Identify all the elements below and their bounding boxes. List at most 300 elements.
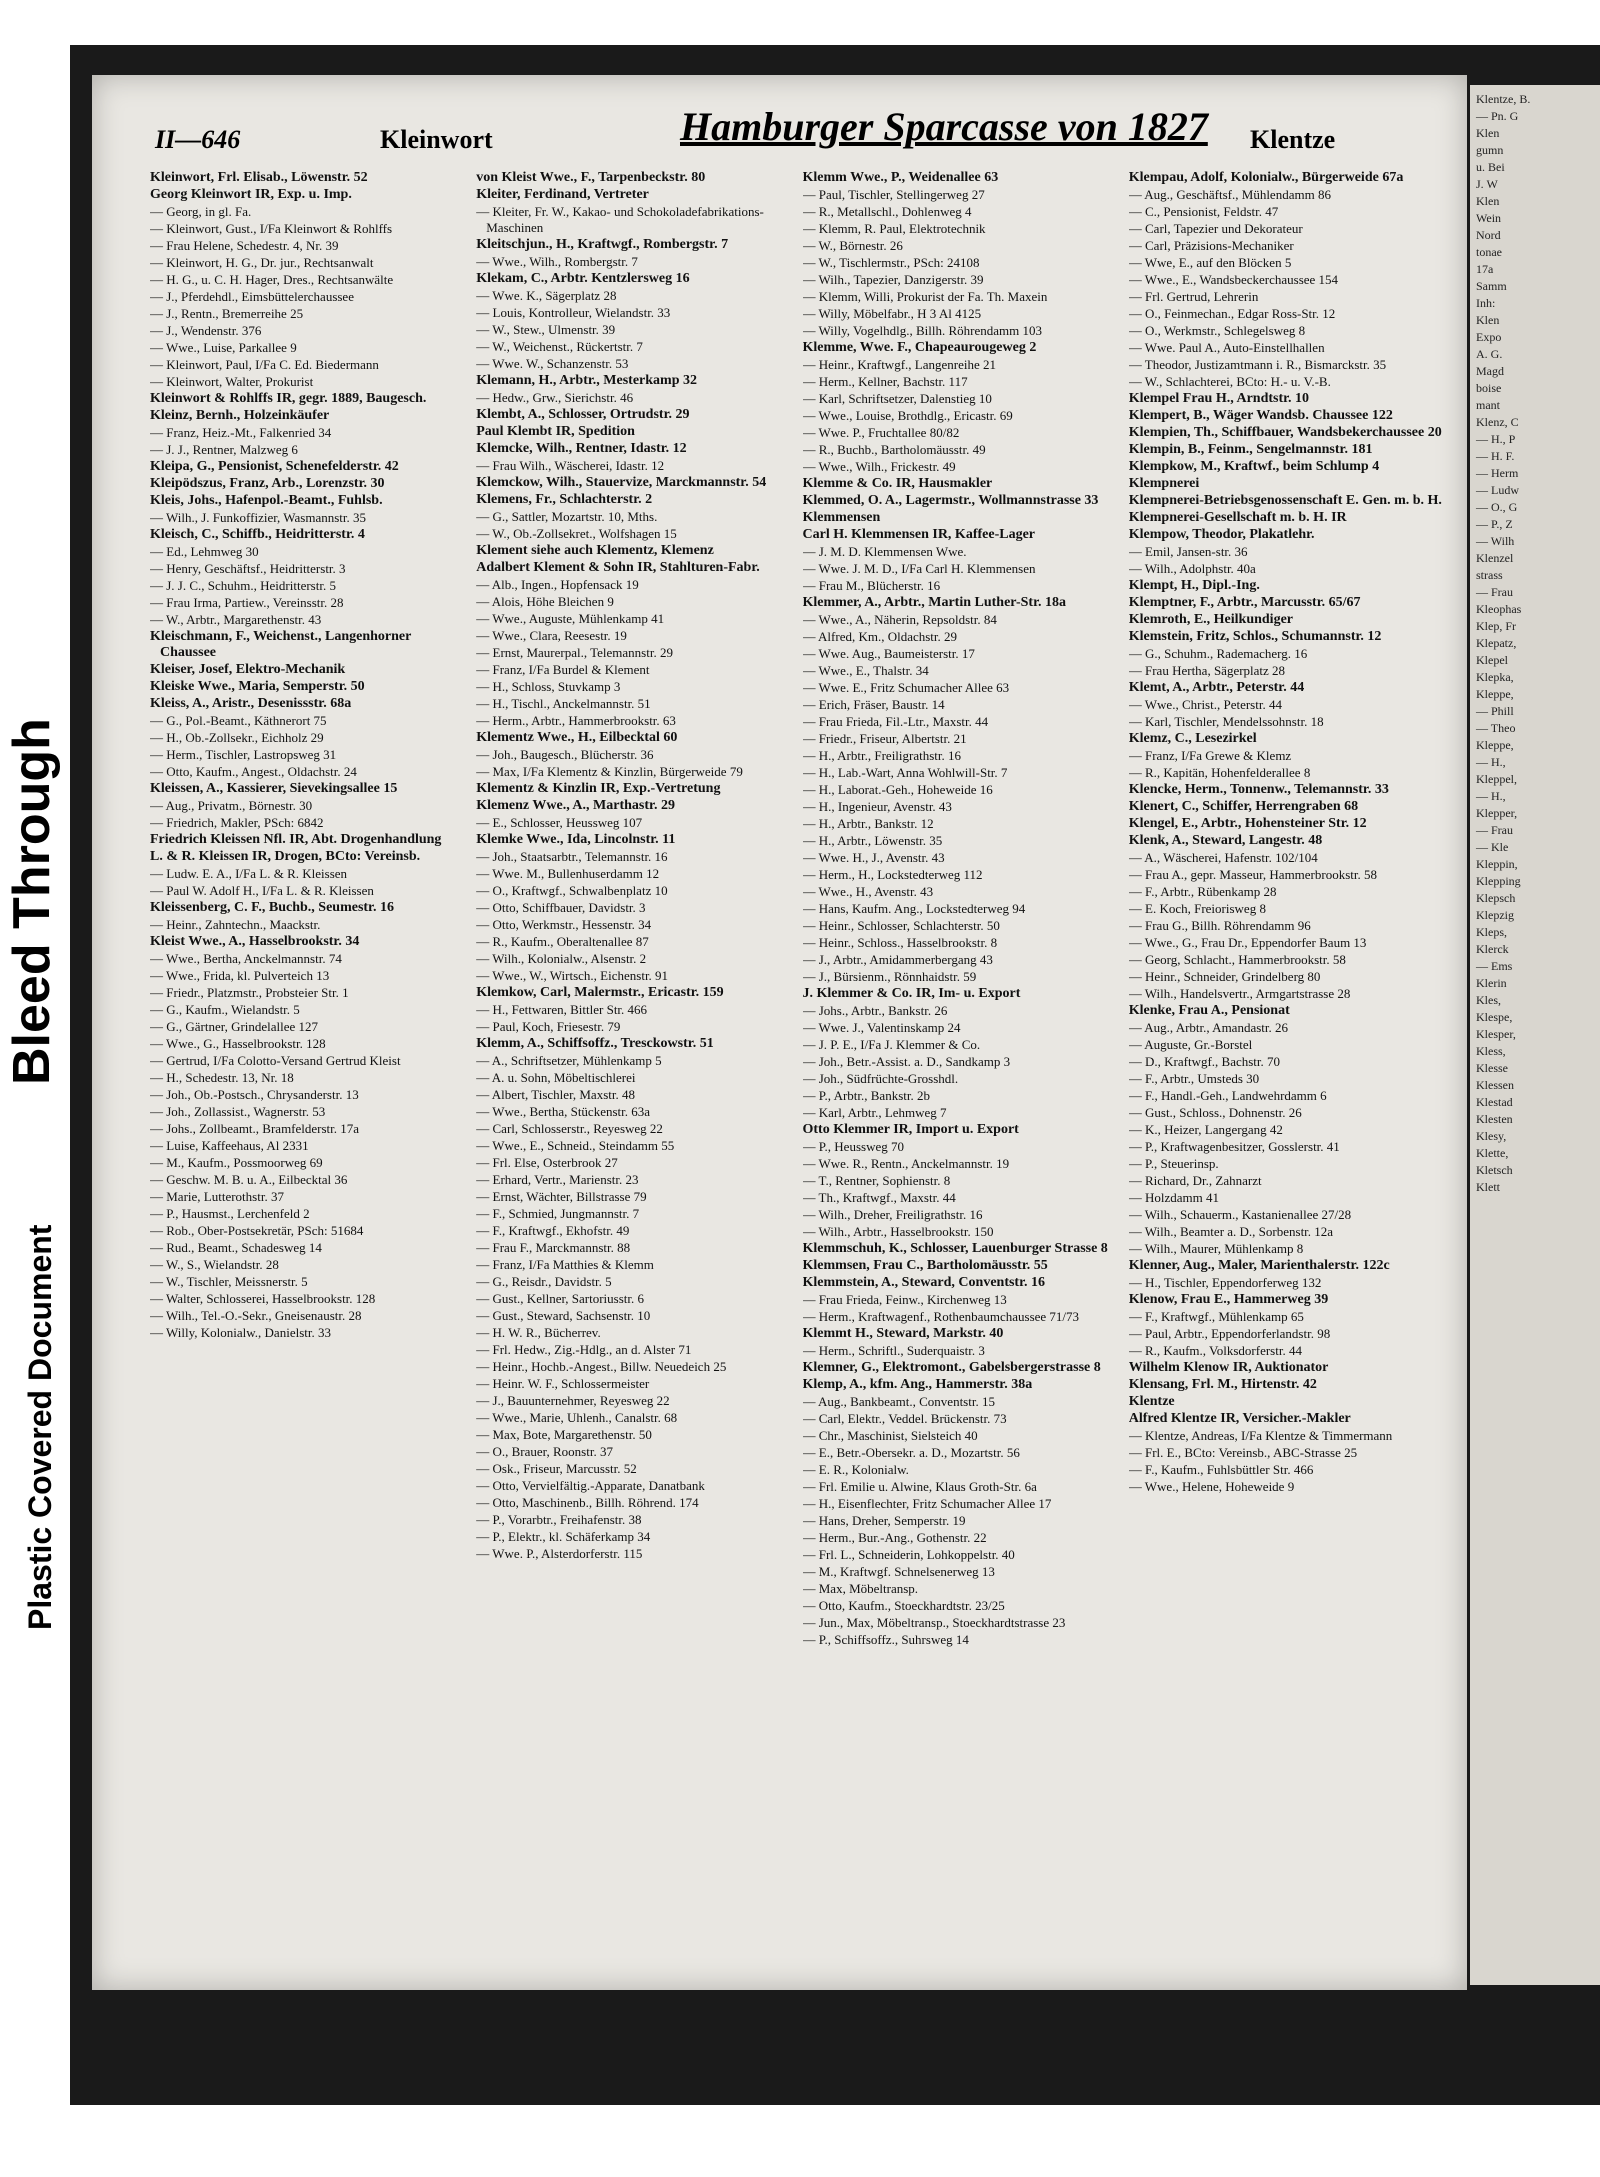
- directory-entry: — Wwe. H., J., Avenstr. 43: [802, 850, 945, 865]
- edge-snippet: Klepka,: [1476, 670, 1514, 684]
- directory-entry: — Kleiter, Fr. W., Kakao- und Schokoladefabrikations-Maschinen: [476, 204, 764, 235]
- edge-snippet: Klepsch: [1476, 891, 1516, 905]
- directory-entry: — R., Kapitän, Hohenfelderallee 8: [1128, 765, 1311, 780]
- directory-entry: — Wwe., G., Hasselbrookstr. 128: [150, 1036, 326, 1051]
- directory-entry: — Franz, I/Fa Matthies & Klemm: [476, 1257, 654, 1272]
- directory-entry: — Otto, Werkmstr., Hessenstr. 34: [476, 917, 652, 932]
- directory-entry: — Wwe., Christ., Peterstr. 44: [1128, 697, 1282, 712]
- directory-entry: Kleinwort, Frl. Elisab., Löwenstr. 52: [150, 170, 368, 185]
- edge-snippet: Klepper,: [1476, 806, 1518, 820]
- edge-snippet: — Ludw: [1476, 483, 1519, 497]
- directory-entry: — Frau Frieda, Fil.-Ltr., Maxstr. 44: [802, 714, 989, 729]
- directory-entry: — Paul, Koch, Friesestr. 79: [476, 1019, 621, 1034]
- directory-entry: Klempert, B., Wäger Wandsb. Chaussee 122: [1128, 408, 1393, 423]
- directory-entry: — Max, Möbeltransp.: [802, 1581, 919, 1596]
- directory-entry: — H., Arbtr., Löwenstr. 35: [802, 833, 943, 848]
- edge-snippet: strass: [1476, 568, 1503, 582]
- directory-entry: — Luise, Kaffeehaus, Al 2331: [150, 1138, 309, 1153]
- directory-entry: — R., Kaufm., Oberaltenallee 87: [476, 934, 649, 949]
- right-guide-word: Klentze: [1250, 125, 1336, 154]
- directory-entry: — P., Schiffsoffz., Suhrsweg 14: [802, 1632, 969, 1647]
- directory-entry: — Heinr., Hochb.-Angest., Billw. Neuedeich 25: [476, 1359, 727, 1374]
- directory-entry: — E. Koch, Freiorisweg 8: [1128, 901, 1266, 916]
- directory-entry: — Georg, Schlacht., Hammerbrookstr. 58: [1128, 952, 1346, 967]
- directory-entry: — Frl. E., BCto: Vereinsb., ABC-Strasse 25: [1128, 1445, 1358, 1460]
- directory-entry: — Kleinwort, H. G., Dr. jur., Rechtsanwalt: [150, 255, 374, 270]
- directory-entry: — Frl. Gertrud, Lehrerin: [1128, 289, 1259, 304]
- directory-entry: Kleis, Johs., Hafenpol.-Beamt., Fuhlsb.: [150, 493, 383, 508]
- directory-entry: — Wwe., G., Frau Dr., Eppendorfer Baum 13: [1128, 935, 1367, 950]
- directory-entry: — Wilh., Maurer, Mühlenkamp 8: [1128, 1241, 1304, 1256]
- directory-entry: — Geschw. M. B. u. A., Eilbecktal 36: [150, 1172, 348, 1187]
- directory-entry: Klemckow, Wilh., Stauervize, Marckmannstr. 54: [476, 475, 767, 490]
- directory-entry: Klempin, B., Feinm., Sengelmannstr. 181: [1128, 442, 1373, 457]
- directory-entry: Kleiske Wwe., Maria, Semperstr. 50: [150, 679, 365, 694]
- directory-entry: Klemp, A., kfm. Ang., Hammerstr. 38a: [802, 1377, 1033, 1392]
- directory-entry: — A., Schriftsetzer, Mühlenkamp 5: [476, 1053, 662, 1068]
- edge-snippet: — Kle: [1476, 840, 1509, 854]
- directory-entry: — Wwe., E., Wandsbeckerchaussee 154: [1128, 272, 1339, 287]
- directory-entry: — Carl, Präzisions-Mechaniker: [1128, 238, 1294, 253]
- edge-snippet: Klen: [1476, 194, 1500, 208]
- directory-entry: — Gust., Schloss., Dohnenstr. 26: [1128, 1105, 1302, 1120]
- column-3: [803, 170, 1119, 1970]
- directory-entry: — Klemm, Willi, Prokurist der Fa. Th. Maxein: [802, 289, 1048, 304]
- directory-entry: — Max, Bote, Margarethenstr. 50: [476, 1427, 652, 1442]
- directory-entry: — C., Pensionist, Feldstr. 47: [1128, 204, 1279, 219]
- directory-entry: — Carl, Schlosserstr., Reyesweg 22: [476, 1121, 663, 1136]
- directory-entry: — Otto, Kaufm., Stoeckhardtstr. 23/25: [802, 1598, 1005, 1613]
- directory-entry: — Chr., Maschinist, Sielsteich 40: [802, 1428, 978, 1443]
- directory-entry: Georg Kleinwort IR, Exp. u. Imp.: [150, 187, 352, 202]
- directory-entry: — F., Kaufm., Fuhlsbüttler Str. 466: [1128, 1462, 1314, 1477]
- directory-entry: — J. M. D. Klemmensen Wwe.: [802, 544, 967, 559]
- directory-entry: — G., Reisdr., Davidstr. 5: [476, 1274, 612, 1289]
- directory-entry: — P., Hausmst., Lerchenfeld 2: [150, 1206, 310, 1221]
- directory-entry: Kleiser, Josef, Elektro-Mechanik: [150, 662, 346, 677]
- directory-entry: — E., Schlosser, Heussweg 107: [476, 815, 643, 830]
- directory-entry: — Wwe., Wilh., Rombergstr. 7: [476, 254, 638, 269]
- directory-entry: Klemcke, Wilh., Rentner, Idastr. 12: [476, 441, 687, 456]
- directory-entry: — Wilh., Tapezier, Danzigerstr. 39: [802, 272, 984, 287]
- directory-entry: — Aug., Privatm., Börnestr. 30: [150, 798, 313, 813]
- directory-entry: Kleipödszus, Franz, Arb., Lorenzstr. 30: [150, 476, 385, 491]
- directory-entry: — R., Buchb., Bartholomäusstr. 49: [802, 442, 986, 457]
- edge-snippet: gumn: [1476, 143, 1504, 157]
- directory-entry: — Frau Helene, Schedestr. 4, Nr. 39: [150, 238, 339, 253]
- directory-entry: — W., Tischler, Meissnerstr. 5: [150, 1274, 308, 1289]
- directory-entry: — Frau Irma, Partiew., Vereinsstr. 28: [150, 595, 344, 610]
- directory-entry: — W., Stew., Ulmenstr. 39: [476, 322, 616, 337]
- edge-snippet: u. Bei: [1476, 160, 1505, 174]
- directory-entry: — Joh., Betr.-Assist. a. D., Sandkamp 3: [802, 1054, 1011, 1069]
- directory-entry: — Herm., Tischler, Lastropsweg 31: [150, 747, 337, 762]
- directory-entry: — Wilh., Adolphstr. 40a: [1128, 561, 1256, 576]
- directory-entry: Klemens, Fr., Schlachterstr. 2: [476, 492, 653, 507]
- directory-entry: — Wwe., Wilh., Frickestr. 49: [802, 459, 956, 474]
- edge-snippet: Klenzel: [1476, 551, 1514, 565]
- edge-snippet: Klette,: [1476, 1146, 1509, 1160]
- directory-entry: — Heinr., Schneider, Grindelberg 80: [1128, 969, 1321, 984]
- directory-entry: — P., Elektr., kl. Schäferkamp 34: [476, 1529, 651, 1544]
- directory-entry: — J., Bauunternehmer, Reyesweg 22: [476, 1393, 670, 1408]
- edge-snippet: Klenz, C: [1476, 415, 1519, 429]
- directory-entry: Klemmt H., Steward, Markstr. 40: [802, 1326, 1004, 1341]
- directory-entry: — Willy, Kolonialw., Danielstr. 33: [150, 1325, 331, 1340]
- directory-entry: Klemann, H., Arbtr., Mesterkamp 32: [476, 373, 697, 388]
- directory-entry: — Joh., Staatsarbtr., Telemannstr. 16: [476, 849, 668, 864]
- directory-entry: — Otto, Maschinenb., Billh. Röhrend. 174: [476, 1495, 699, 1510]
- directory-entry: — Hans, Dreher, Semperstr. 19: [802, 1513, 966, 1528]
- directory-entry: — Frau Frieda, Feinw., Kirchenweg 13: [802, 1292, 1007, 1307]
- directory-entry: — J., Bürsienm., Rönnhaidstr. 59: [802, 969, 977, 984]
- directory-entry: — M., Kraftwgf. Schnelsenerweg 13: [802, 1564, 995, 1579]
- directory-entry: Klemme, Wwe. F., Chapeaurougeweg 2: [802, 340, 1037, 355]
- directory-entry: Klemner, G., Elektromont., Gabelsbergerstrasse 8: [802, 1360, 1101, 1375]
- directory-entry: — A., Wäscherei, Hafenstr. 102/104: [1128, 850, 1318, 865]
- edge-snippet: Kless,: [1476, 1044, 1506, 1058]
- page-header: [150, 95, 1440, 175]
- directory-entry: Klempau, Adolf, Kolonialw., Bürgerweide 67a: [1128, 170, 1404, 185]
- directory-entry: — Otto, Schiffbauer, Davidstr. 3: [476, 900, 646, 915]
- directory-entry: — Alb., Ingen., Hopfensack 19: [476, 577, 639, 592]
- directory-entry: — Holzdamm 41: [1128, 1190, 1220, 1205]
- directory-entry: — F., Kraftwgf., Mühlenkamp 65: [1128, 1309, 1304, 1324]
- directory-entry: — Wwe., Louise, Brothdlg., Ericastr. 69: [802, 408, 1013, 423]
- directory-entry: — Wwe. Aug., Baumeisterstr. 17: [802, 646, 975, 661]
- directory-entry: — Karl, Schriftsetzer, Dalenstieg 10: [802, 391, 992, 406]
- directory-entry: — H., Arbtr., Bankstr. 12: [802, 816, 934, 831]
- directory-entry: — D., Kraftwgf., Bachstr. 70: [1128, 1054, 1281, 1069]
- directory-entry: — Wilh., Kolonialw., Alsenstr. 2: [476, 951, 647, 966]
- directory-entry: Paul Klembt IR, Spedition: [476, 424, 635, 439]
- directory-entry: Klenow, Frau E., Hammerweg 39: [1128, 1292, 1329, 1307]
- directory-entry: — Wwe., E., Schneid., Steindamm 55: [476, 1138, 675, 1153]
- directory-entry: — Herm., Kraftwagenf., Rothenbaumchaussee 71/73: [802, 1309, 1080, 1324]
- directory-entry: — Ernst, Maurerpal., Telemannstr. 29: [476, 645, 673, 660]
- directory-entry: — O., Feinmechan., Edgar Ross-Str. 12: [1128, 306, 1336, 321]
- directory-entry: — Wwe. P., Fruchtallee 80/82: [802, 425, 960, 440]
- column-4: [1129, 170, 1445, 1970]
- directory-entry: Alfred Klentze IR, Versicher.-Makler: [1128, 1411, 1351, 1426]
- column-2: [476, 170, 792, 1970]
- directory-entry: — P., Heussweg 70: [802, 1139, 904, 1154]
- directory-entry: — Carl, Tapezier und Dekorateur: [1128, 221, 1303, 236]
- edge-snippet: — Herm: [1476, 466, 1519, 480]
- edge-snippet: 17a: [1476, 262, 1494, 276]
- directory-entry: — Louis, Kontrolleur, Wielandstr. 33: [476, 305, 671, 320]
- directory-entry: — W., Börnestr. 26: [802, 238, 903, 253]
- directory-entry: Otto Klemmer IR, Import u. Export: [802, 1122, 1019, 1137]
- directory-entry: Kleiter, Ferdinand, Vertreter: [476, 187, 649, 202]
- edge-snippet: A. G.: [1476, 347, 1503, 361]
- directory-entry: — F., Arbtr., Umsteds 30: [1128, 1071, 1260, 1086]
- directory-entry: — Frl. Else, Osterbrook 27: [476, 1155, 618, 1170]
- directory-entry: — W., Arbtr., Margarethenstr. 43: [150, 612, 322, 627]
- directory-entry: — P., Steuerinsp.: [1128, 1156, 1219, 1171]
- directory-entry: Klemptner, F., Arbtr., Marcusstr. 65/67: [1128, 595, 1361, 610]
- directory-entry: — J., Wendenstr. 376: [150, 323, 262, 338]
- directory-entry: — F., Kraftwgf., Ekhofstr. 49: [476, 1223, 630, 1238]
- directory-entry: — Klentze, Andreas, I/Fa Klentze & Timmermann: [1128, 1428, 1393, 1443]
- edge-snippet: Kleppin,: [1476, 857, 1518, 871]
- directory-entry: — Alfred, Km., Oldachstr. 29: [802, 629, 958, 644]
- edge-snippet: — H., P: [1476, 432, 1516, 446]
- directory-entry: — Emil, Jansen-str. 36: [1128, 544, 1248, 559]
- directory-entry: — Aug., Arbtr., Amandastr. 26: [1128, 1020, 1288, 1035]
- directory-entry: Friedrich Kleissen Nfl. IR, Abt. Drogenhandlung: [150, 832, 442, 847]
- directory-entry: Klemmensen: [802, 510, 881, 525]
- directory-entry: — Willy, Möbelfabr., H 3 Al 4125: [802, 306, 982, 321]
- directory-entry: — Wilh., Dreher, Freiligrathstr. 16: [802, 1207, 983, 1222]
- directory-entry: — Wwe., W., Wirtsch., Eichenstr. 91: [476, 968, 669, 983]
- directory-entry: — Paul W. Adolf H., I/Fa L. & R. Kleissen: [150, 883, 374, 898]
- directory-entry: — G., Pol.-Beamt., Käthnerort 75: [150, 713, 327, 728]
- directory-entry: Klemenz Wwe., A., Marthastr. 29: [476, 798, 675, 813]
- edge-snippet: — H. F.: [1476, 449, 1515, 463]
- directory-entry: — Ernst, Wächter, Billstrasse 79: [476, 1189, 647, 1204]
- directory-entry: Klemmsen, Frau C., Bartholomäusstr. 55: [802, 1258, 1048, 1273]
- directory-entry: — Georg, in gl. Fa.: [150, 204, 252, 219]
- directory-entry: Klemmed, O. A., Lagermstr., Wollmannstrasse 33: [802, 493, 1099, 508]
- directory-entry: — T., Rentner, Sophienstr. 8: [802, 1173, 951, 1188]
- directory-entry: — Heinr., Schlosser, Schlachterstr. 50: [802, 918, 1000, 933]
- directory-entry: — A. u. Sohn, Möbeltischlerei: [476, 1070, 636, 1085]
- directory-entry: — R., Metallschl., Dohlenweg 4: [802, 204, 972, 219]
- directory-entry: — H., Tischler, Eppendorferweg 132: [1128, 1275, 1322, 1290]
- edge-snippet: — H.,: [1476, 755, 1506, 769]
- directory-entry: — Frau M., Blücherstr. 16: [802, 578, 941, 593]
- directory-entry: — Herm., H., Lockstedterweg 112: [802, 867, 983, 882]
- directory-entry: — Heinr., Zahntechn., Maackstr.: [150, 917, 321, 932]
- directory-entry: — J. P. E., I/Fa J. Klemmer & Co.: [802, 1037, 981, 1052]
- directory-entry: — Wwe. J., Valentinskamp 24: [802, 1020, 961, 1035]
- directory-entry: — Wilh., J. Funkoffizier, Wasmannstr. 35: [150, 510, 367, 525]
- directory-entry: — J., Arbtr., Amidammerbergang 43: [802, 952, 993, 967]
- directory-entry: Klempnerei-Gesellschaft m. b. H. IR: [1128, 510, 1347, 525]
- directory-entry: — H., Ingenieur, Avenstr. 43: [802, 799, 952, 814]
- directory-entry: — Erich, Fräser, Baustr. 14: [802, 697, 945, 712]
- directory-entry: — Aug., Geschäftsf., Mühlendamm 86: [1128, 187, 1331, 202]
- directory-entry: — G., Gärtner, Grindelallee 127: [150, 1019, 319, 1034]
- directory-entry: — Frau Hertha, Sägerplatz 28: [1128, 663, 1286, 678]
- edge-snippet: tonae: [1476, 245, 1502, 259]
- directory-entry: — Wwe., H., Avenstr. 43: [802, 884, 934, 899]
- directory-entry: Adalbert Klement & Sohn IR, Stahlturen-Fabr.: [476, 560, 760, 575]
- directory-entry: J. Klemmer & Co. IR, Im- u. Export: [802, 986, 1021, 1001]
- directory-entry: Klemt, A., Arbtr., Peterstr. 44: [1128, 680, 1305, 695]
- directory-entry: von Kleist Wwe., F., Tarpenbeckstr. 80: [476, 170, 706, 185]
- directory-entry: — Frau F., Marckmannstr. 88: [476, 1240, 631, 1255]
- directory-entry: — Wwe. W., Schanzenstr. 53: [476, 356, 629, 371]
- directory-entry: — Henry, Geschäftsf., Heidritterstr. 3: [150, 561, 346, 576]
- directory-entry: — Paul, Arbtr., Eppendorferlandstr. 98: [1128, 1326, 1331, 1341]
- directory-entry: — Jun., Max, Möbeltransp., Stoeckhardtstrasse 23: [802, 1615, 1066, 1630]
- edge-snippet: — Wilh: [1476, 534, 1515, 548]
- directory-entry: Klemm Wwe., P., Weidenallee 63: [802, 170, 999, 185]
- directory-entry: — M., Kaufm., Possmoorweg 69: [150, 1155, 323, 1170]
- directory-entry: — Wwe. M., Bullenhuserdamm 12: [476, 866, 660, 881]
- directory-entry: — Karl, Tischler, Mendelssohnstr. 18: [1128, 714, 1324, 729]
- directory-entry: — Rud., Beamt., Schadesweg 14: [150, 1240, 322, 1255]
- directory-entry: — Frl. Emilie u. Alwine, Klaus Groth-Str. 6a: [802, 1479, 1037, 1494]
- edge-snippet: Kles,: [1476, 993, 1501, 1007]
- edge-snippet: Kleophas: [1476, 602, 1522, 616]
- directory-entry: — Max, I/Fa Klementz & Kinzlin, Bürgerweide 79: [476, 764, 743, 779]
- directory-entry: — Heinr., Kraftwgf., Langenreihe 21: [802, 357, 996, 372]
- edge-snippet: Magd: [1476, 364, 1504, 378]
- directory-entry: — Frau Wilh., Wäscherei, Idastr. 12: [476, 458, 665, 473]
- directory-entry: — Heinr., Schloss., Hasselbrookstr. 8: [802, 935, 998, 950]
- directory-entry: Klenke, Frau A., Pensionat: [1128, 1003, 1290, 1018]
- directory-entry: — W., Weichenst., Rückertstr. 7: [476, 339, 643, 354]
- directory-entry: Klemmer, A., Arbtr., Martin Luther-Str. 18a: [802, 595, 1067, 610]
- directory-entry: — Marie, Lutterothstr. 37: [150, 1189, 284, 1204]
- directory-entry: L. & R. Kleissen IR, Drogen, BCto: Vereinsb.: [150, 849, 421, 864]
- edge-snippet: — Phill: [1476, 704, 1514, 718]
- edge-snippet: Klepzig: [1476, 908, 1514, 922]
- directory-entry: Klempnerei: [1128, 476, 1200, 491]
- edge-snippet: Klessen: [1476, 1078, 1514, 1092]
- directory-entry: — Wwe., Clara, Reesestr. 19: [476, 628, 627, 643]
- directory-entry: Klempel Frau H., Arndtstr. 10: [1128, 391, 1310, 406]
- directory-entry: Klenert, C., Schiffer, Herrengraben 68: [1128, 799, 1359, 814]
- directory-entry: — Wilh., Schauerm., Kastanienallee 27/28: [1128, 1207, 1352, 1222]
- directory-entry: Kleinwort & Rohlffs IR, gegr. 1889, Baugesch.: [150, 391, 427, 406]
- directory-entry: Klemroth, E., Heilkundiger: [1128, 612, 1293, 627]
- directory-entry: — Gust., Kellner, Sartoriusstr. 6: [476, 1291, 644, 1306]
- directory-entry: — P., Vorarbtr., Freihafenstr. 38: [476, 1512, 642, 1527]
- directory-entry: — H., Schloss, Stuvkamp 3: [476, 679, 621, 694]
- directory-entry: — O., Werkmstr., Schlegelsweg 8: [1128, 323, 1306, 338]
- directory-entry: — H. G., u. C. H. Hager, Dres., Rechtsanwälte: [150, 272, 394, 287]
- directory-entry: Klemke Wwe., Ida, Lincolnstr. 11: [476, 832, 676, 847]
- directory-entry: Klenner, Aug., Maler, Marienthalerstr. 122c: [1128, 1258, 1390, 1273]
- edge-snippet: Kleppel,: [1476, 772, 1517, 786]
- directory-entry: — Wwe. P., Alsterdorferstr. 115: [476, 1546, 643, 1561]
- directory-entry: Klentze: [1128, 1394, 1175, 1409]
- edge-snippet: Klentze, B.: [1476, 92, 1531, 106]
- directory-entry: — Carl, Elektr., Veddel. Brückenstr. 73: [802, 1411, 1007, 1426]
- edge-snippet: Klesse: [1476, 1061, 1508, 1075]
- directory-entry: — Wwe., A., Näherin, Repsoldstr. 84: [802, 612, 997, 627]
- edge-snippet: — Frau: [1476, 585, 1513, 599]
- edge-snippet: Klen: [1476, 126, 1500, 140]
- directory-entry: — H., Lab.-Wart, Anna Wohlwill-Str. 7: [802, 765, 1008, 780]
- directory-entry: — F., Schmied, Jungmannstr. 7: [476, 1206, 640, 1221]
- edge-snippet: — O., G: [1476, 500, 1518, 514]
- directory-entry: — Klemm, R. Paul, Elektrotechnik: [802, 221, 986, 236]
- edge-snippet: Wein: [1476, 211, 1502, 225]
- adjacent-page-edge: [1470, 85, 1600, 1985]
- directory-entry: — P., Arbtr., Bankstr. 2b: [802, 1088, 930, 1103]
- directory-entry: — Otto, Kaufm., Angest., Oldachstr. 24: [150, 764, 357, 779]
- directory-entry: Kleischmann, F., Weichenst., Langenhorner Chaussee: [150, 629, 412, 660]
- directory-entry: Klementz & Kinzlin IR, Exp.-Vertretung: [476, 781, 721, 796]
- directory-entry: — E. R., Kolonialw.: [802, 1462, 909, 1477]
- edge-snippet: Klespe,: [1476, 1010, 1513, 1024]
- directory-entry: — H., Eisenflechter, Fritz Schumacher Allee 17: [802, 1496, 1052, 1511]
- directory-entry: Klensang, Frl. M., Hirtenstr. 42: [1128, 1377, 1317, 1392]
- directory-entry: — Frau G., Billh. Röhrendamm 96: [1128, 918, 1311, 933]
- directory-entry: — Johs., Zollbeamt., Bramfelderstr. 17a: [150, 1121, 360, 1136]
- directory-entry: — Herm., Schriftl., Suderquaistr. 3: [802, 1343, 985, 1358]
- directory-entry: — Hans, Kaufm. Ang., Lockstedterweg 94: [802, 901, 1026, 916]
- adjacent-page-text: [1470, 85, 1600, 1196]
- directory-entry: — W., Schlachterei, BCto: H.- u. V.-B.: [1128, 374, 1331, 389]
- directory-entry: Klemstein, Fritz, Schlos., Schumannstr. 12: [1128, 629, 1382, 644]
- directory-entry: — F., Handl.-Geh., Landwehrdamm 6: [1128, 1088, 1327, 1103]
- directory-entry: — Wwe., Auguste, Mühlenkamp 41: [476, 611, 665, 626]
- directory-entry: Kleist Wwe., A., Hasselbrookstr. 34: [150, 934, 360, 949]
- directory-entry: — H., Laborat.-Geh., Hoheweide 16: [802, 782, 993, 797]
- directory-entry: Kleinz, Bernh., Holzeinkäufer: [150, 408, 330, 423]
- directory-entry: — Heinr. W. F., Schlossermeister: [476, 1376, 650, 1391]
- directory-entry: — Friedr., Friseur, Albertstr. 21: [802, 731, 967, 746]
- edge-snippet: boise: [1476, 381, 1502, 395]
- directory-entry: Klempt, H., Dipl.-Ing.: [1128, 578, 1260, 593]
- directory-entry: — F., Arbtr., Rübenkamp 28: [1128, 884, 1277, 899]
- directory-entry: — Joh., Zollassist., Wagnerstr. 53: [150, 1104, 326, 1119]
- directory-entry: — Ed., Lehmweg 30: [150, 544, 259, 559]
- directory-entry: — O., Brauer, Roonstr. 37: [476, 1444, 613, 1459]
- directory-entry: — Willy, Vogelhdlg., Billh. Röhrendamm 103: [802, 323, 1042, 338]
- directory-entry: — H., Fettwaren, Bittler Str. 466: [476, 1002, 648, 1017]
- directory-entry: — J. J., Rentner, Malzweg 6: [150, 442, 298, 457]
- edge-snippet: J. W: [1476, 177, 1498, 191]
- directory-entry: — Wwe. E., Fritz Schumacher Allee 63: [802, 680, 1010, 695]
- directory-entry: — Hedw., Grw., Sierichstr. 46: [476, 390, 634, 405]
- directory-entry: — W., Ob.-Zollsekret., Wolfshagen 15: [476, 526, 677, 541]
- edge-snippet: Klerin: [1476, 976, 1507, 990]
- directory-entry: Kleiss, A., Aristr., Desenissstr. 68a: [150, 696, 352, 711]
- directory-entry: Klemmstein, A., Steward, Conventstr. 16: [802, 1275, 1046, 1290]
- directory-entry: — Albert, Tischler, Maxstr. 48: [476, 1087, 635, 1102]
- directory-entry: Klemme & Co. IR, Hausmakler: [802, 476, 993, 491]
- edge-snippet: Kleppe,: [1476, 738, 1514, 752]
- directory-entry: — Wilh., Tel.-O.-Sekr., Gneisenaustr. 28: [150, 1308, 362, 1323]
- directory-entry: — Wwe., Marie, Uhlenh., Canalstr. 68: [476, 1410, 678, 1425]
- edge-snippet: Klen: [1476, 313, 1500, 327]
- directory-entry: Kleisch, C., Schiffb., Heidritterstr. 4: [150, 527, 365, 542]
- directory-entry: Klementz Wwe., H., Eilbecktal 60: [476, 730, 678, 745]
- directory-entry: — Ludw. E. A., I/Fa L. & R. Kleissen: [150, 866, 348, 881]
- directory-entry: — H. W. R., Bücherrev.: [476, 1325, 601, 1340]
- directory-entry: — Joh., Südfrüchte-Grosshdl.: [802, 1071, 959, 1086]
- directory-entry: — Joh., Baugesch., Blücherstr. 36: [476, 747, 654, 762]
- edge-snippet: Kletsch: [1476, 1163, 1513, 1177]
- plastic-covered-label: Plastic Covered Document: [22, 1224, 58, 1630]
- directory-entry: Kleissenberg, C. F., Buchb., Seumestr. 16: [150, 900, 394, 915]
- directory-entry: Klempnerei-Betriebsgenossenschaft E. Gen. m. b. H.: [1128, 493, 1442, 508]
- directory-entry: — G., Schuhm., Rademacherg. 16: [1128, 646, 1308, 661]
- edge-snippet: — Ems: [1476, 959, 1513, 973]
- directory-entry: — Wwe., Bertha, Stückenstr. 63a: [476, 1104, 651, 1119]
- edge-snippet: Kleppe,: [1476, 687, 1514, 701]
- edge-snippet: Kleps,: [1476, 925, 1507, 939]
- edge-snippet: Klepel: [1476, 653, 1508, 667]
- directory-entry: Kleitschjun., H., Kraftwgf., Rombergstr. 7: [476, 237, 729, 252]
- directory-entry: — Wwe., E., Thalstr. 34: [802, 663, 929, 678]
- directory-entry: — Wwe. K., Sägerplatz 28: [476, 288, 617, 303]
- directory-entry: — O., Kraftwgf., Schwalbenplatz 10: [476, 883, 668, 898]
- directory-entry: — G., Sattler, Mozartstr. 10, Mths.: [476, 509, 658, 524]
- directory-entry: — K., Heizer, Langergang 42: [1128, 1122, 1283, 1137]
- edge-snippet: Nord: [1476, 228, 1501, 242]
- directory-entry: — Herm., Arbtr., Hammerbrookstr. 63: [476, 713, 676, 728]
- directory-entry: — Friedr., Platzmstr., Probsteier Str. 1: [150, 985, 349, 1000]
- edge-snippet: Klep, Fr: [1476, 619, 1516, 633]
